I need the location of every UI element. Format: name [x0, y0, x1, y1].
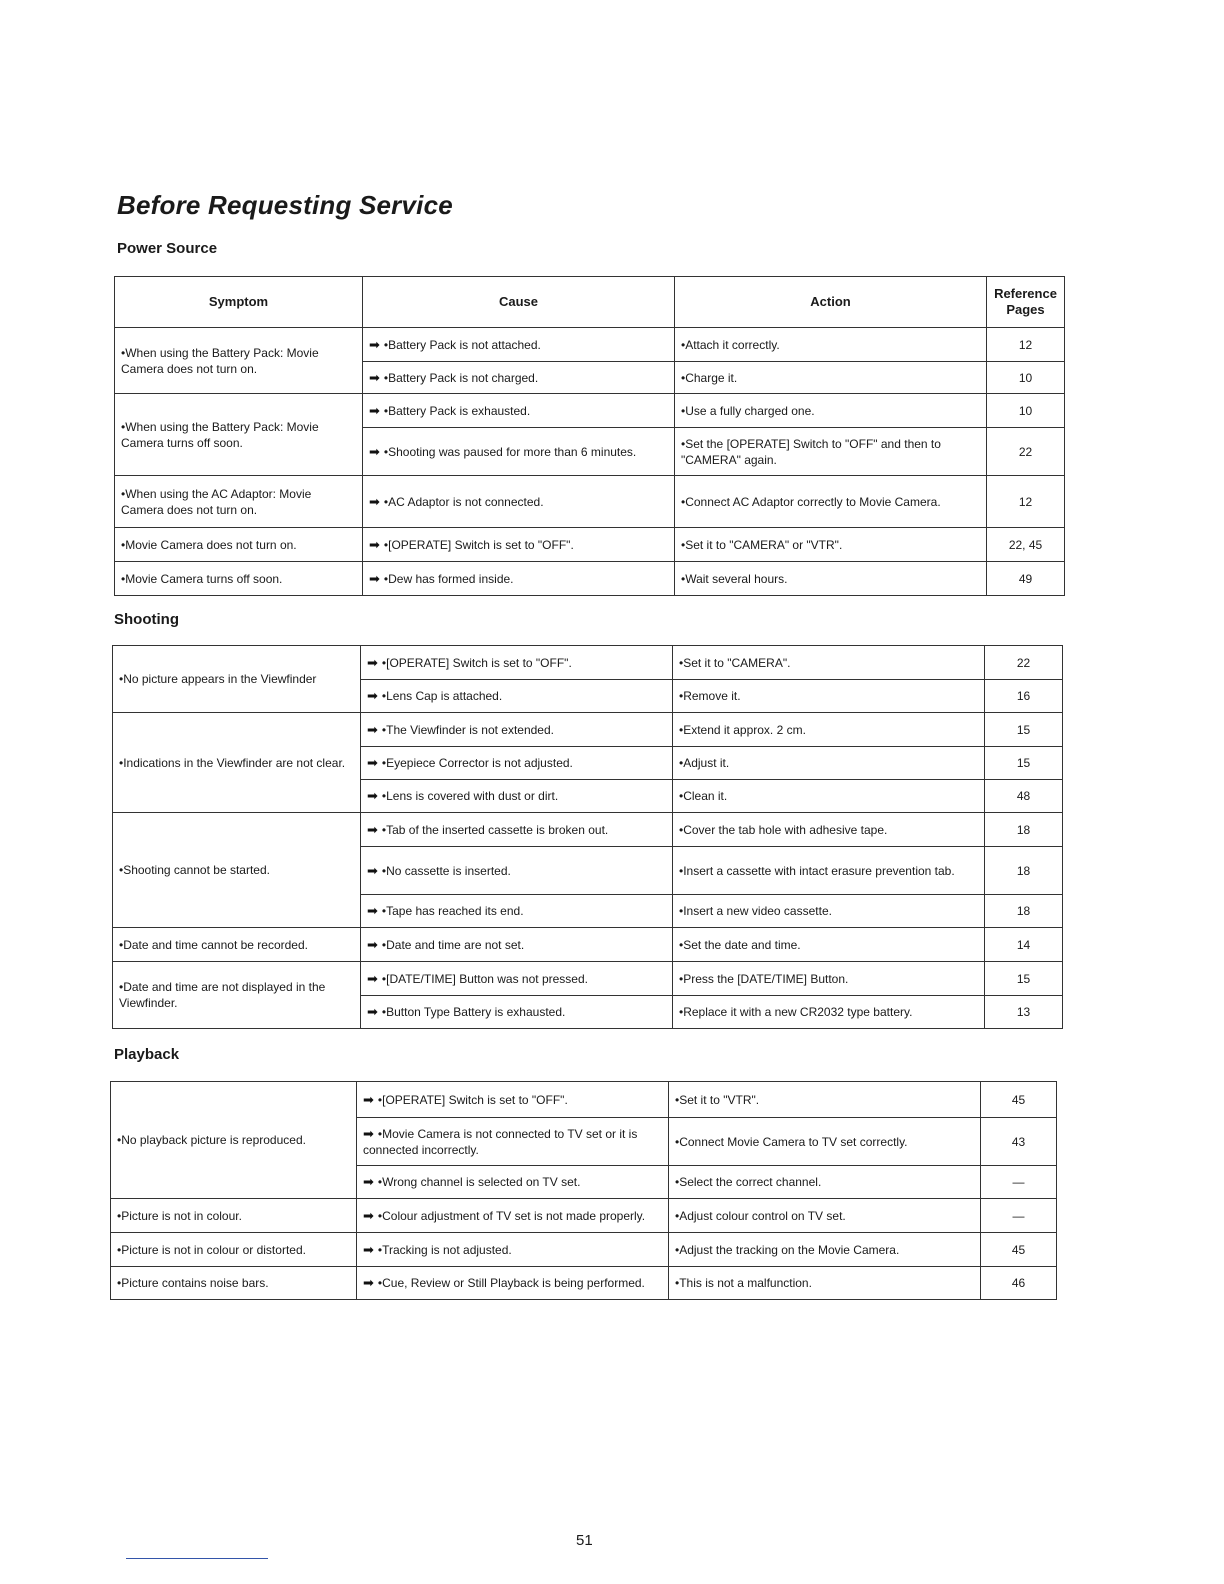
table-row [115, 528, 1065, 562]
symptom-cell: •Movie Camera turns off soon. [115, 562, 363, 596]
reference-cell: 14 [985, 928, 1063, 962]
cause-cell: ➡ •Button Type Battery is exhausted. [361, 996, 673, 1029]
symptom-cell: •When using the Battery Pack: Movie Camera turns off soon. [115, 394, 363, 476]
cause-cell: ➡ •Tape has reached its end. [361, 895, 673, 928]
action-cell: •Charge it. [675, 362, 987, 394]
reference-cell: 22, 45 [987, 528, 1065, 562]
cause-cell: ➡ •Battery Pack is not charged. [363, 362, 675, 394]
cause-cell: ➡ •Battery Pack is not attached. [363, 328, 675, 362]
table-row [115, 394, 1065, 428]
arrow-icon: ➡ [363, 1207, 374, 1223]
reference-cell: 16 [985, 680, 1063, 713]
reference-cell: 45 [981, 1082, 1057, 1118]
table-row [111, 1199, 1057, 1233]
cause-cell: ➡ •Tracking is not adjusted. [357, 1233, 669, 1267]
arrow-icon: ➡ [363, 1091, 374, 1107]
section-title-power-source: Power Source [117, 240, 218, 257]
symptom-cell: •No playback picture is reproduced. [111, 1082, 357, 1199]
table-row [113, 713, 1063, 747]
cause-cell: ➡ •Wrong channel is selected on TV set. [357, 1166, 669, 1199]
table-row [113, 813, 1063, 847]
shooting-table [112, 645, 1063, 1029]
action-cell: •Set it to "CAMERA" or "VTR". [675, 528, 987, 562]
action-cell: •Set it to "CAMERA". [673, 646, 985, 680]
reference-cell: 22 [987, 428, 1065, 476]
arrow-icon: ➡ [363, 1125, 374, 1141]
cause-cell: ➡ •Shooting was paused for more than 6 minutes. [363, 428, 675, 476]
table-row [111, 1267, 1057, 1300]
arrow-icon: ➡ [369, 536, 380, 552]
action-cell: •Wait several hours. [675, 562, 987, 596]
reference-cell: 13 [985, 996, 1063, 1029]
symptom-cell: •Date and time are not displayed in the Viewfinder. [113, 962, 361, 1029]
header-cause: Cause [363, 277, 675, 328]
symptom-cell: •No picture appears in the Viewfinder [113, 646, 361, 713]
cause-cell: ➡ •[OPERATE] Switch is set to "OFF". [363, 528, 675, 562]
action-cell: •Extend it approx. 2 cm. [673, 713, 985, 747]
action-cell: •Adjust colour control on TV set. [669, 1199, 981, 1233]
section-title-playback: Playback [114, 1046, 180, 1063]
action-cell: •Replace it with a new CR2032 type battery. [673, 996, 985, 1029]
arrow-icon: ➡ [369, 369, 380, 385]
symptom-cell: •Shooting cannot be started. [113, 813, 361, 928]
table-row [113, 962, 1063, 996]
symptom-cell: •Date and time cannot be recorded. [113, 928, 361, 962]
arrow-icon: ➡ [367, 788, 378, 803]
reference-cell: 49 [987, 562, 1065, 596]
reference-cell: — [981, 1199, 1057, 1233]
arrow-icon: ➡ [367, 1004, 378, 1019]
arrow-icon: ➡ [367, 970, 378, 986]
arrow-icon: ➡ [367, 688, 378, 703]
arrow-icon: ➡ [367, 654, 378, 670]
cause-cell: ➡ •Dew has formed inside. [363, 562, 675, 596]
arrow-icon: ➡ [363, 1174, 374, 1189]
action-cell: •Press the [DATE/TIME] Button. [673, 962, 985, 996]
action-cell: •Insert a cassette with intact erasure prevention tab. [673, 847, 985, 895]
page-number: 51 [576, 1532, 593, 1549]
arrow-icon: ➡ [367, 862, 378, 878]
action-cell: •Connect Movie Camera to TV set correctly. [669, 1118, 981, 1166]
cause-cell: ➡ •No cassette is inserted. [361, 847, 673, 895]
action-cell: •Insert a new video cassette. [673, 895, 985, 928]
action-cell: •Connect AC Adaptor correctly to Movie Camera. [675, 476, 987, 528]
header-reference-pages: Reference Pages [987, 277, 1065, 328]
arrow-icon: ➡ [367, 755, 378, 770]
reference-cell: 18 [985, 813, 1063, 847]
arrow-icon: ➡ [367, 821, 378, 837]
reference-cell: 45 [981, 1233, 1057, 1267]
cause-cell: ➡ •Cue, Review or Still Playback is being performed. [357, 1267, 669, 1300]
symptom-cell: •Movie Camera does not turn on. [115, 528, 363, 562]
arrow-icon: ➡ [367, 721, 378, 737]
arrow-icon: ➡ [369, 336, 380, 352]
table-row [113, 646, 1063, 680]
arrow-icon: ➡ [367, 936, 378, 952]
page-title: Before Requesting Service [117, 190, 453, 220]
action-cell: •Clean it. [673, 780, 985, 813]
reference-cell: 15 [985, 962, 1063, 996]
table-row [115, 476, 1065, 528]
arrow-icon: ➡ [369, 402, 380, 418]
arrow-icon: ➡ [369, 493, 380, 509]
reference-cell: 10 [987, 394, 1065, 428]
footer-divider [126, 1558, 268, 1559]
cause-cell: ➡ •Lens is covered with dust or dirt. [361, 780, 673, 813]
cause-cell: ➡ •AC Adaptor is not connected. [363, 476, 675, 528]
header-symptom: Symptom [115, 277, 363, 328]
action-cell: •This is not a malfunction. [669, 1267, 981, 1300]
cause-cell: ➡ •Battery Pack is exhausted. [363, 394, 675, 428]
action-cell: •Adjust it. [673, 747, 985, 780]
cause-cell: ➡ •[OPERATE] Switch is set to "OFF". [361, 646, 673, 680]
cause-cell: ➡ •Colour adjustment of TV set is not made properly. [357, 1199, 669, 1233]
reference-cell: 15 [985, 747, 1063, 780]
symptom-cell: •When using the Battery Pack: Movie Camera does not turn on. [115, 328, 363, 394]
power-source-table [114, 276, 1065, 596]
header-action: Action [675, 277, 987, 328]
reference-cell: 18 [985, 847, 1063, 895]
reference-cell: 10 [987, 362, 1065, 394]
cause-cell: ➡ •Tab of the inserted cassette is broken out. [361, 813, 673, 847]
symptom-cell: •Picture contains noise bars. [111, 1267, 357, 1300]
cause-cell: ➡ •Date and time are not set. [361, 928, 673, 962]
arrow-icon: ➡ [369, 443, 380, 459]
reference-cell: 46 [981, 1267, 1057, 1300]
symptom-cell: •Picture is not in colour. [111, 1199, 357, 1233]
table-row [115, 562, 1065, 596]
action-cell: •Cover the tab hole with adhesive tape. [673, 813, 985, 847]
table-row [111, 1233, 1057, 1267]
action-cell: •Select the correct channel. [669, 1166, 981, 1199]
reference-cell: 15 [985, 713, 1063, 747]
arrow-icon: ➡ [363, 1241, 374, 1257]
arrow-icon: ➡ [367, 903, 378, 918]
reference-cell: 22 [985, 646, 1063, 680]
reference-cell: 12 [987, 328, 1065, 362]
table-row [115, 328, 1065, 362]
table-row [113, 928, 1063, 962]
table-header-row [115, 277, 1065, 328]
action-cell: •Remove it. [673, 680, 985, 713]
cause-cell: ➡ •The Viewfinder is not extended. [361, 713, 673, 747]
reference-cell: — [981, 1166, 1057, 1199]
cause-cell: ➡ •Movie Camera is not connected to TV set or it is connected incorrectly. [357, 1118, 669, 1166]
action-cell: •Set the [OPERATE] Switch to "OFF" and then to "CAMERA" again. [675, 428, 987, 476]
cause-cell: ➡ •[DATE/TIME] Button was not pressed. [361, 962, 673, 996]
reference-cell: 12 [987, 476, 1065, 528]
symptom-cell: •When using the AC Adaptor: Movie Camera does not turn on. [115, 476, 363, 528]
action-cell: •Set it to "VTR". [669, 1082, 981, 1118]
section-title-shooting: Shooting [114, 611, 179, 628]
symptom-cell: •Indications in the Viewfinder are not clear. [113, 713, 361, 813]
reference-cell: 43 [981, 1118, 1057, 1166]
symptom-cell: •Picture is not in colour or distorted. [111, 1233, 357, 1267]
cause-cell: ➡ •Eyepiece Corrector is not adjusted. [361, 747, 673, 780]
cause-cell: ➡ •[OPERATE] Switch is set to "OFF". [357, 1082, 669, 1118]
arrow-icon: ➡ [369, 570, 380, 586]
action-cell: •Adjust the tracking on the Movie Camera. [669, 1233, 981, 1267]
action-cell: •Use a fully charged one. [675, 394, 987, 428]
cause-cell: ➡ •Lens Cap is attached. [361, 680, 673, 713]
arrow-icon: ➡ [363, 1275, 374, 1290]
reference-cell: 18 [985, 895, 1063, 928]
action-cell: •Attach it correctly. [675, 328, 987, 362]
table-row [111, 1082, 1057, 1118]
reference-cell: 48 [985, 780, 1063, 813]
action-cell: •Set the date and time. [673, 928, 985, 962]
playback-table [110, 1081, 1057, 1300]
